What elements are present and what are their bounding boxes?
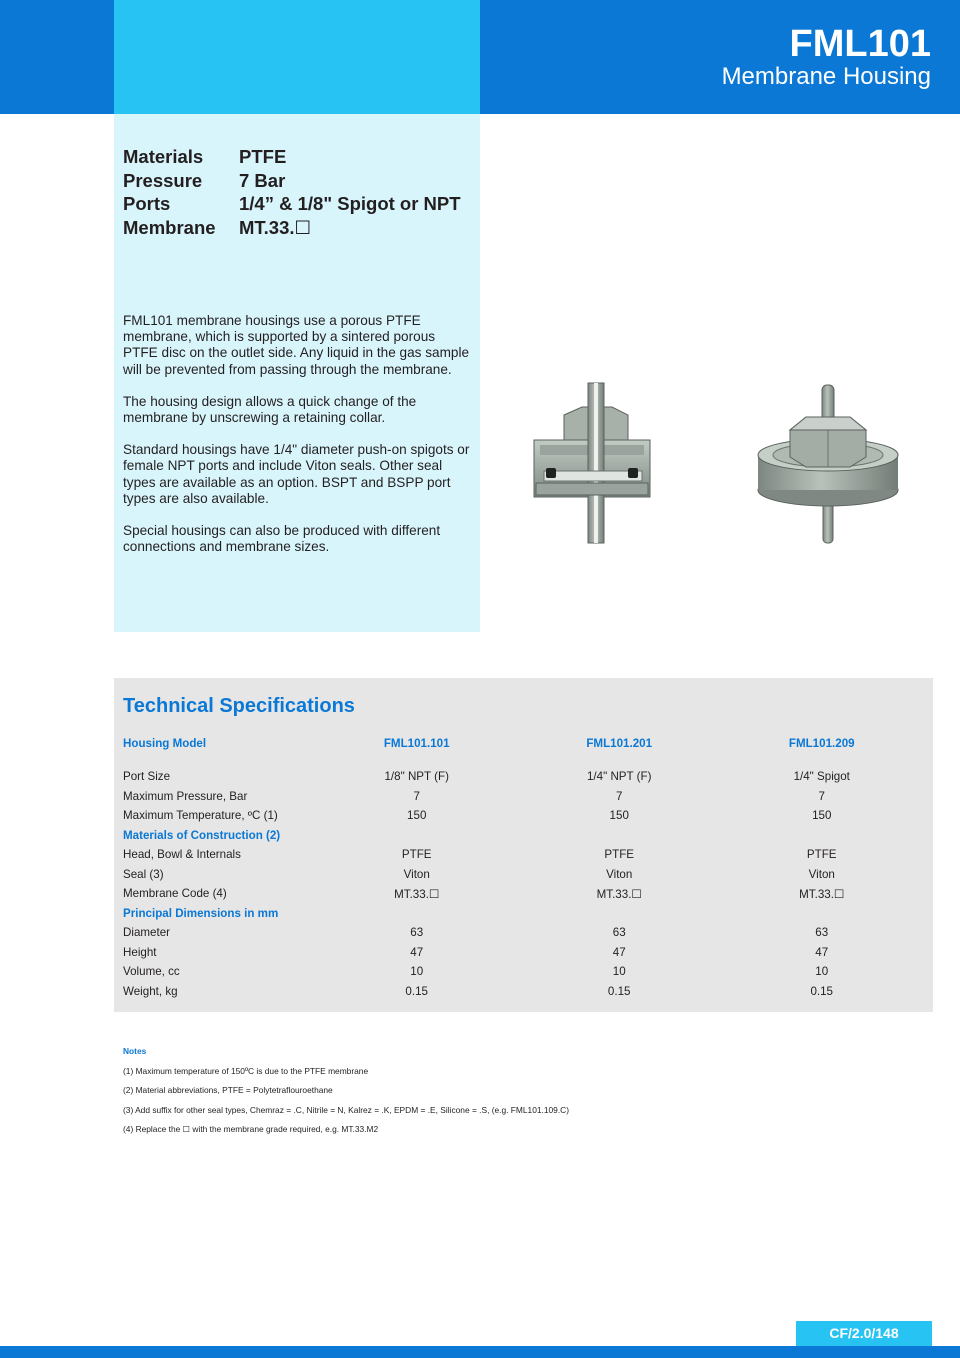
table-row bbox=[123, 962, 923, 982]
cell: 47 bbox=[410, 945, 424, 959]
column-header: Housing Model bbox=[123, 736, 207, 750]
technical-specifications-table bbox=[123, 733, 923, 1001]
product-images bbox=[500, 375, 940, 555]
key-spec-value: 7 Bar bbox=[239, 169, 286, 191]
product-name: Membrane Housing bbox=[721, 63, 931, 90]
assembled-housing-illustration bbox=[758, 385, 898, 543]
cell: 10 bbox=[410, 965, 424, 979]
column-header: FML101.209 bbox=[788, 736, 855, 750]
cell: 7 bbox=[615, 789, 623, 803]
row-label: Maximum Temperature, ºC (1) bbox=[123, 809, 278, 823]
key-spec-value: PTFE bbox=[239, 146, 287, 167]
cell: 63 bbox=[410, 926, 424, 940]
section-heading: Principal Dimensions in mm bbox=[123, 906, 279, 920]
section-row bbox=[123, 904, 923, 924]
row-label: Port Size bbox=[123, 770, 171, 784]
row-label: Volume, cc bbox=[123, 965, 180, 979]
cell: MT.33.☐ bbox=[596, 887, 642, 901]
section-heading: Materials of Construction (2) bbox=[123, 828, 281, 842]
table-spacer bbox=[123, 753, 923, 767]
footer-bar bbox=[0, 1346, 960, 1358]
section-row bbox=[123, 826, 923, 846]
table-row bbox=[123, 943, 923, 963]
cell: 10 bbox=[815, 965, 829, 979]
description-paragraph: Standard housings have 1/4" diameter push-on spigots or female NPT ports and include Viton seals. Other seal types are available as an option. BSPT and BSPP port types are also available. bbox=[123, 442, 470, 506]
table-row bbox=[123, 787, 923, 807]
cell: 0.15 bbox=[607, 984, 631, 998]
cell: Viton bbox=[403, 867, 430, 881]
table-row bbox=[123, 806, 923, 826]
description-paragraph: FML101 membrane housings use a porous PTFE membrane, which is supported by a sintered porous PTFE disc on the outlet side. Any liquid in the gas sample will be prevented from passing through the membrane. bbox=[123, 313, 470, 377]
note-item: (3) Add suffix for other seal types, Chemraz = .C, Nitrile = N, Kalrez = .K, EPDM = .E, Silicone = .S, (e.g. FML101.109.C) bbox=[123, 1104, 569, 1115]
key-spec-ports bbox=[123, 192, 461, 216]
cell: PTFE bbox=[604, 848, 635, 862]
notes bbox=[123, 1042, 823, 1140]
cell: 47 bbox=[815, 945, 829, 959]
cell: 47 bbox=[612, 945, 626, 959]
key-spec-value: MT.33.☐ bbox=[239, 216, 312, 238]
table-row bbox=[123, 767, 923, 787]
table-row bbox=[123, 865, 923, 885]
column-header: FML101.201 bbox=[586, 736, 653, 750]
cell: 63 bbox=[612, 926, 626, 940]
table-row bbox=[123, 923, 923, 943]
row-label: Diameter bbox=[123, 926, 171, 940]
cell: 150 bbox=[407, 809, 427, 823]
cell: Viton bbox=[606, 867, 633, 881]
column-header: FML101.101 bbox=[383, 736, 450, 750]
product-description bbox=[123, 313, 473, 571]
cell: 7 bbox=[413, 789, 420, 803]
key-specs bbox=[123, 145, 461, 239]
note-item: (1) Maximum temperature of 150ºC is due to the PTFE membrane bbox=[123, 1065, 369, 1076]
table-row bbox=[123, 845, 923, 865]
row-label: Head, Bowl & Internals bbox=[123, 848, 241, 862]
key-spec-label: Pressure bbox=[123, 169, 203, 191]
cell: MT.33.☐ bbox=[799, 887, 845, 901]
product-code: FML101 bbox=[789, 23, 931, 65]
row-label: Weight, kg bbox=[123, 984, 178, 998]
cell: MT.33.☐ bbox=[394, 887, 440, 901]
cell: 1/4" Spigot bbox=[793, 770, 850, 784]
row-label: Maximum Pressure, Bar bbox=[123, 789, 248, 803]
key-spec-value: 1/4” & 1/8" Spigot or NPT bbox=[239, 193, 461, 214]
cell: 1/8" NPT (F) bbox=[384, 770, 449, 784]
cell: PTFE bbox=[806, 848, 837, 862]
cutaway-housing-illustration bbox=[534, 383, 650, 543]
cell: PTFE bbox=[401, 848, 432, 862]
document-reference: CF/2.0/148 bbox=[796, 1321, 932, 1346]
description-paragraph: The housing design allows a quick change of the membrane by unscrewing a retaining collar. bbox=[123, 393, 417, 426]
key-spec-label: Materials bbox=[123, 146, 204, 167]
header-accent-block bbox=[114, 0, 480, 114]
key-spec-materials bbox=[123, 145, 461, 169]
note-item: (4) Replace the ☐ with the membrane grade required, e.g. MT.33.M2 bbox=[123, 1124, 379, 1134]
row-label: Seal (3) bbox=[123, 867, 164, 881]
cell: 7 bbox=[818, 789, 825, 803]
cell: 0.15 bbox=[405, 984, 428, 998]
cell: Viton bbox=[808, 867, 835, 881]
row-label: Height bbox=[123, 945, 157, 959]
cell: 10 bbox=[612, 965, 626, 979]
key-spec-label: Ports bbox=[123, 193, 171, 214]
cell: 63 bbox=[815, 926, 829, 940]
cell: 1/4" NPT (F) bbox=[586, 770, 652, 784]
technical-specifications-title: Technical Specifications bbox=[123, 695, 355, 717]
table-header-row bbox=[123, 733, 923, 753]
cell: 0.15 bbox=[810, 984, 834, 998]
cell: 150 bbox=[812, 809, 832, 823]
description-paragraph: Special housings can also be produced with different connections and membrane sizes. bbox=[123, 523, 441, 555]
notes-title: Notes bbox=[123, 1046, 147, 1056]
key-spec-membrane bbox=[123, 216, 461, 240]
table-row bbox=[123, 884, 923, 904]
table-row bbox=[123, 982, 923, 1002]
key-spec-label: Membrane bbox=[123, 216, 216, 238]
row-label: Membrane Code (4) bbox=[123, 887, 227, 901]
key-spec-pressure bbox=[123, 169, 461, 193]
note-item: (2) Material abbreviations, PTFE = Polytetraflouroethane bbox=[123, 1085, 333, 1095]
cell: 150 bbox=[609, 809, 629, 823]
